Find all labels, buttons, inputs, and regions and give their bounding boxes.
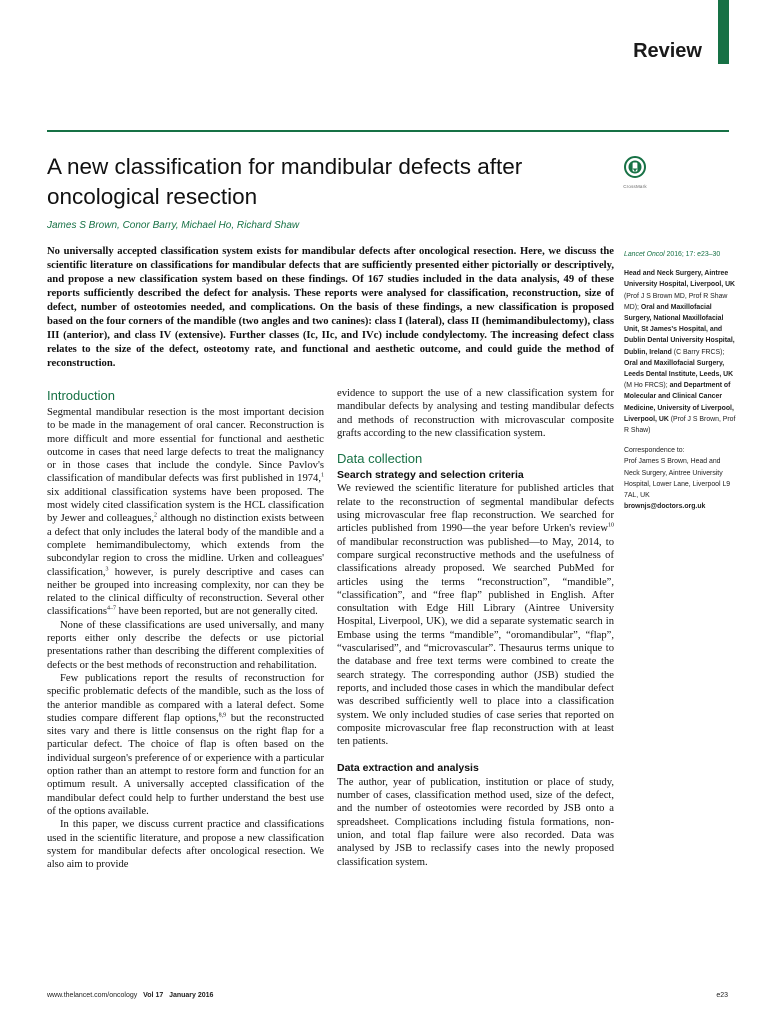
citation-details: 2016; 17: e23–30: [664, 251, 721, 258]
body-column-right: [337, 387, 614, 869]
body-column-left: [47, 387, 324, 871]
reference-marker[interactable]: 10: [608, 522, 614, 529]
reference-marker[interactable]: 8,9: [218, 712, 227, 719]
footer-volume: Vol 17: [143, 992, 164, 999]
citation-line: [624, 251, 720, 258]
article-title: A new classification for mandibular defects after oncological resection: [47, 154, 523, 209]
intro-paragraph-3: Few publications report the results of reconstruction for specific problematic defects of the mandible, such as the loss of the anterior mandible as compared with a lateral defect. Some studies compare different flap options,$^{8,9}$ but the reconstructed sites vary and there is little consensus on the right flap for a particular defect. The choice of flap is often based on the individual surgeon's preference of or experience with a particular option rather than an attempt to restore form and function for an optimum result. A universally accepted classification of the mandibular defect could help to further understand the best use of the options available.: [47, 672, 324, 817]
search-strategy-paragraph: We reviewed the scientific literature for published articles that relate to the reconstruction of segmental mandibular defects using microvascular free flap reconstruction. We searched for articles published from 1990—the year before Urken's review$^{10}$ of mandibular reconstruction was published—to May, 2014, to compare surgical reconstructive methods and the usefulness of classifications already proposed. We searched PubMed for articles using the terms “reconstruction”, “mandible”, “classification”, and “free flap” published in English. After consultation with Edge Hill Library (Aintree University Hospital, Liverpool, UK), we did a separate systematic search in Embase using the terms “mandible”, “oromandibular”, “flap”, “vascularised”, and “microvascular”. Thesaurus terms unique to the database and free text terms were combined to create the search strategy. The corresponding author (JSB) studied the reports, and included those cases in which the mandibular defect was described sufficiently well to place into a classification system. We only included studies of case series that reported on composite microvascular free flap reconstruction with at least ten patients.: [337, 483, 614, 748]
crossmark-label: CrossMark: [623, 184, 647, 189]
affiliation-authors: (C Barry FRCS);: [671, 348, 725, 356]
page-number: e23: [716, 992, 728, 999]
footer-journal-info: [47, 992, 213, 999]
affiliation-authors: (Prof J S Brown MD, Prof R Shaw MD);: [624, 292, 728, 311]
intro-paragraph-4: In this paper, we discuss current practice and classifications used in the scientific literature, and propose a new classification system for mandibular defects after oncological resection. We also aim to provide: [47, 819, 324, 871]
header-accent-bar: [718, 0, 729, 64]
citation: [624, 249, 736, 260]
reference-marker[interactable]: 1: [321, 472, 324, 479]
sidebar-notes: [624, 249, 736, 512]
correspondence-address: Prof James S Brown, Head and Neck Surgery, Aintree University Hospital, Lower Lane, Liverpool L9 7AL, UK: [624, 458, 731, 500]
reference-marker[interactable]: 2: [154, 512, 158, 519]
abstract: No universally accepted classification system exists for mandibular defects after oncological resection. Here, we discuss the scientific literature on classifications for mandibular defects that are sufficiently presented either pictorially or descriptively, and propose a new classification system based on these findings. Of 167 studies included in the data analysis, 49 of these reports sufficiently described the defect for analysis. These reports were analysed for classification, reconstruction, size of defect, number of osteotomies needed, and complications. On the basis of these findings, a new classification is proposed based on the four corners of the mandible (two angles and two canines): class I (lateral), class II (hemimandibulectomy), class III (anterior), and class IV (extensive). Further classes (Ic, IIc, and IVc) include condylectomy. The increasing defect class relates to the size of the defect, osteotomy rate, and functional and aesthetic outcome, and could guide the method of reconstruction.: [47, 246, 614, 370]
correspondence-label: Correspondence to:: [624, 447, 685, 455]
author-list: James S Brown, Conor Barry, Michael Ho, Richard Shaw: [47, 220, 300, 231]
header-rule: [47, 130, 729, 132]
affiliation: Oral and Maxillofacial Surgery, Leeds Dental Institute, Leeds, UK: [624, 359, 734, 379]
section-label: Review: [633, 40, 702, 62]
intro-paragraph-4-continued: evidence to support the use of a new classification system for mandibular defects by analysing and testing mandibular defects and methods of reconstruction with microvascular composite grafts according to the new classification system.: [337, 388, 614, 439]
crossmark-badge[interactable]: [623, 156, 647, 189]
subheading-data-extraction: Data extraction and analysis: [337, 762, 479, 775]
heading-data-collection: Data collection: [337, 451, 423, 467]
affiliation: and Department of Molecular and Clinical Cancer Medicine, University of Liverpool, Liverpool, UK: [624, 382, 734, 423]
citation-journal: Lancet Oncol: [624, 251, 665, 258]
affiliation: Head and Neck Surgery, Aintree University Hospital, Liverpool, UK: [624, 270, 736, 289]
footer-url[interactable]: www.thelancet.com/oncology: [47, 992, 138, 999]
affiliation: Oral and Maxillofacial Surgery, National Maxillofacial Unit, St James's Hospital, and Dublin Dental University Hospital, Dublin, Ireland: [624, 303, 735, 356]
intro-paragraph-2: None of these classifications are used universally, and many reports either only describe the defects or use pictorial presentations rather than describing the different complexities of defects or the best methods of reconstruction and rehabilitation.: [47, 619, 324, 671]
reference-marker[interactable]: 4–7: [107, 605, 117, 612]
correspondence-email[interactable]: brownjs@doctors.org.uk: [624, 503, 706, 511]
subheading-search-strategy: Search strategy and selection criteria: [337, 469, 524, 482]
data-extraction-paragraph: The author, year of publication, institution or place of study, number of cases, classification method used, size of the defect, and the number of osteotomies were recorded by JSB onto a spreadsheet. Complications including fistula formations, non-union, and total flap failure were also recorded. Data was analysed by JSB to reclassify cases into the newly proposed classification system.: [337, 776, 614, 868]
affiliations: [624, 268, 736, 436]
affiliation-authors: (Prof J S Brown, Prof R Shaw): [624, 415, 736, 435]
intro-paragraph-1: Segmental mandibular resection is the most important decision to be made in the management of oral cancer. Reconstruction is more difficult and more essential for functional and aesthetic outcome in cases that need large defects to treat the malignancy or in those cases that include the condyle. Since Pavlov's classification of mandibular defects was first published in 1974,$^1$ six additional classification systems have been proposed. The most widely cited classification system is the HCL classification by Jewer and colleagues,$^2$ although no distinction exists between a defect that only includes the lateral body of the mandible and a complete hemimandibulectomy, which extends from the subcondylar region to cross the midline. Urken and colleagues' classification,$^3$ however, is purely descriptive and cases can neither be grouped into increasing complexity, nor can they be related to the clinical difficulty of reconstruction. Several other classifications$^{4-7}$ have been reported, but are not generally cited.: [47, 407, 325, 618]
heading-introduction: Introduction: [47, 388, 115, 403]
footer-date: January 2016: [169, 992, 214, 999]
affiliation-authors: (M Ho FRCS);: [624, 382, 670, 390]
reference-marker[interactable]: 3: [105, 566, 109, 573]
crossmark-icon: [624, 156, 646, 178]
